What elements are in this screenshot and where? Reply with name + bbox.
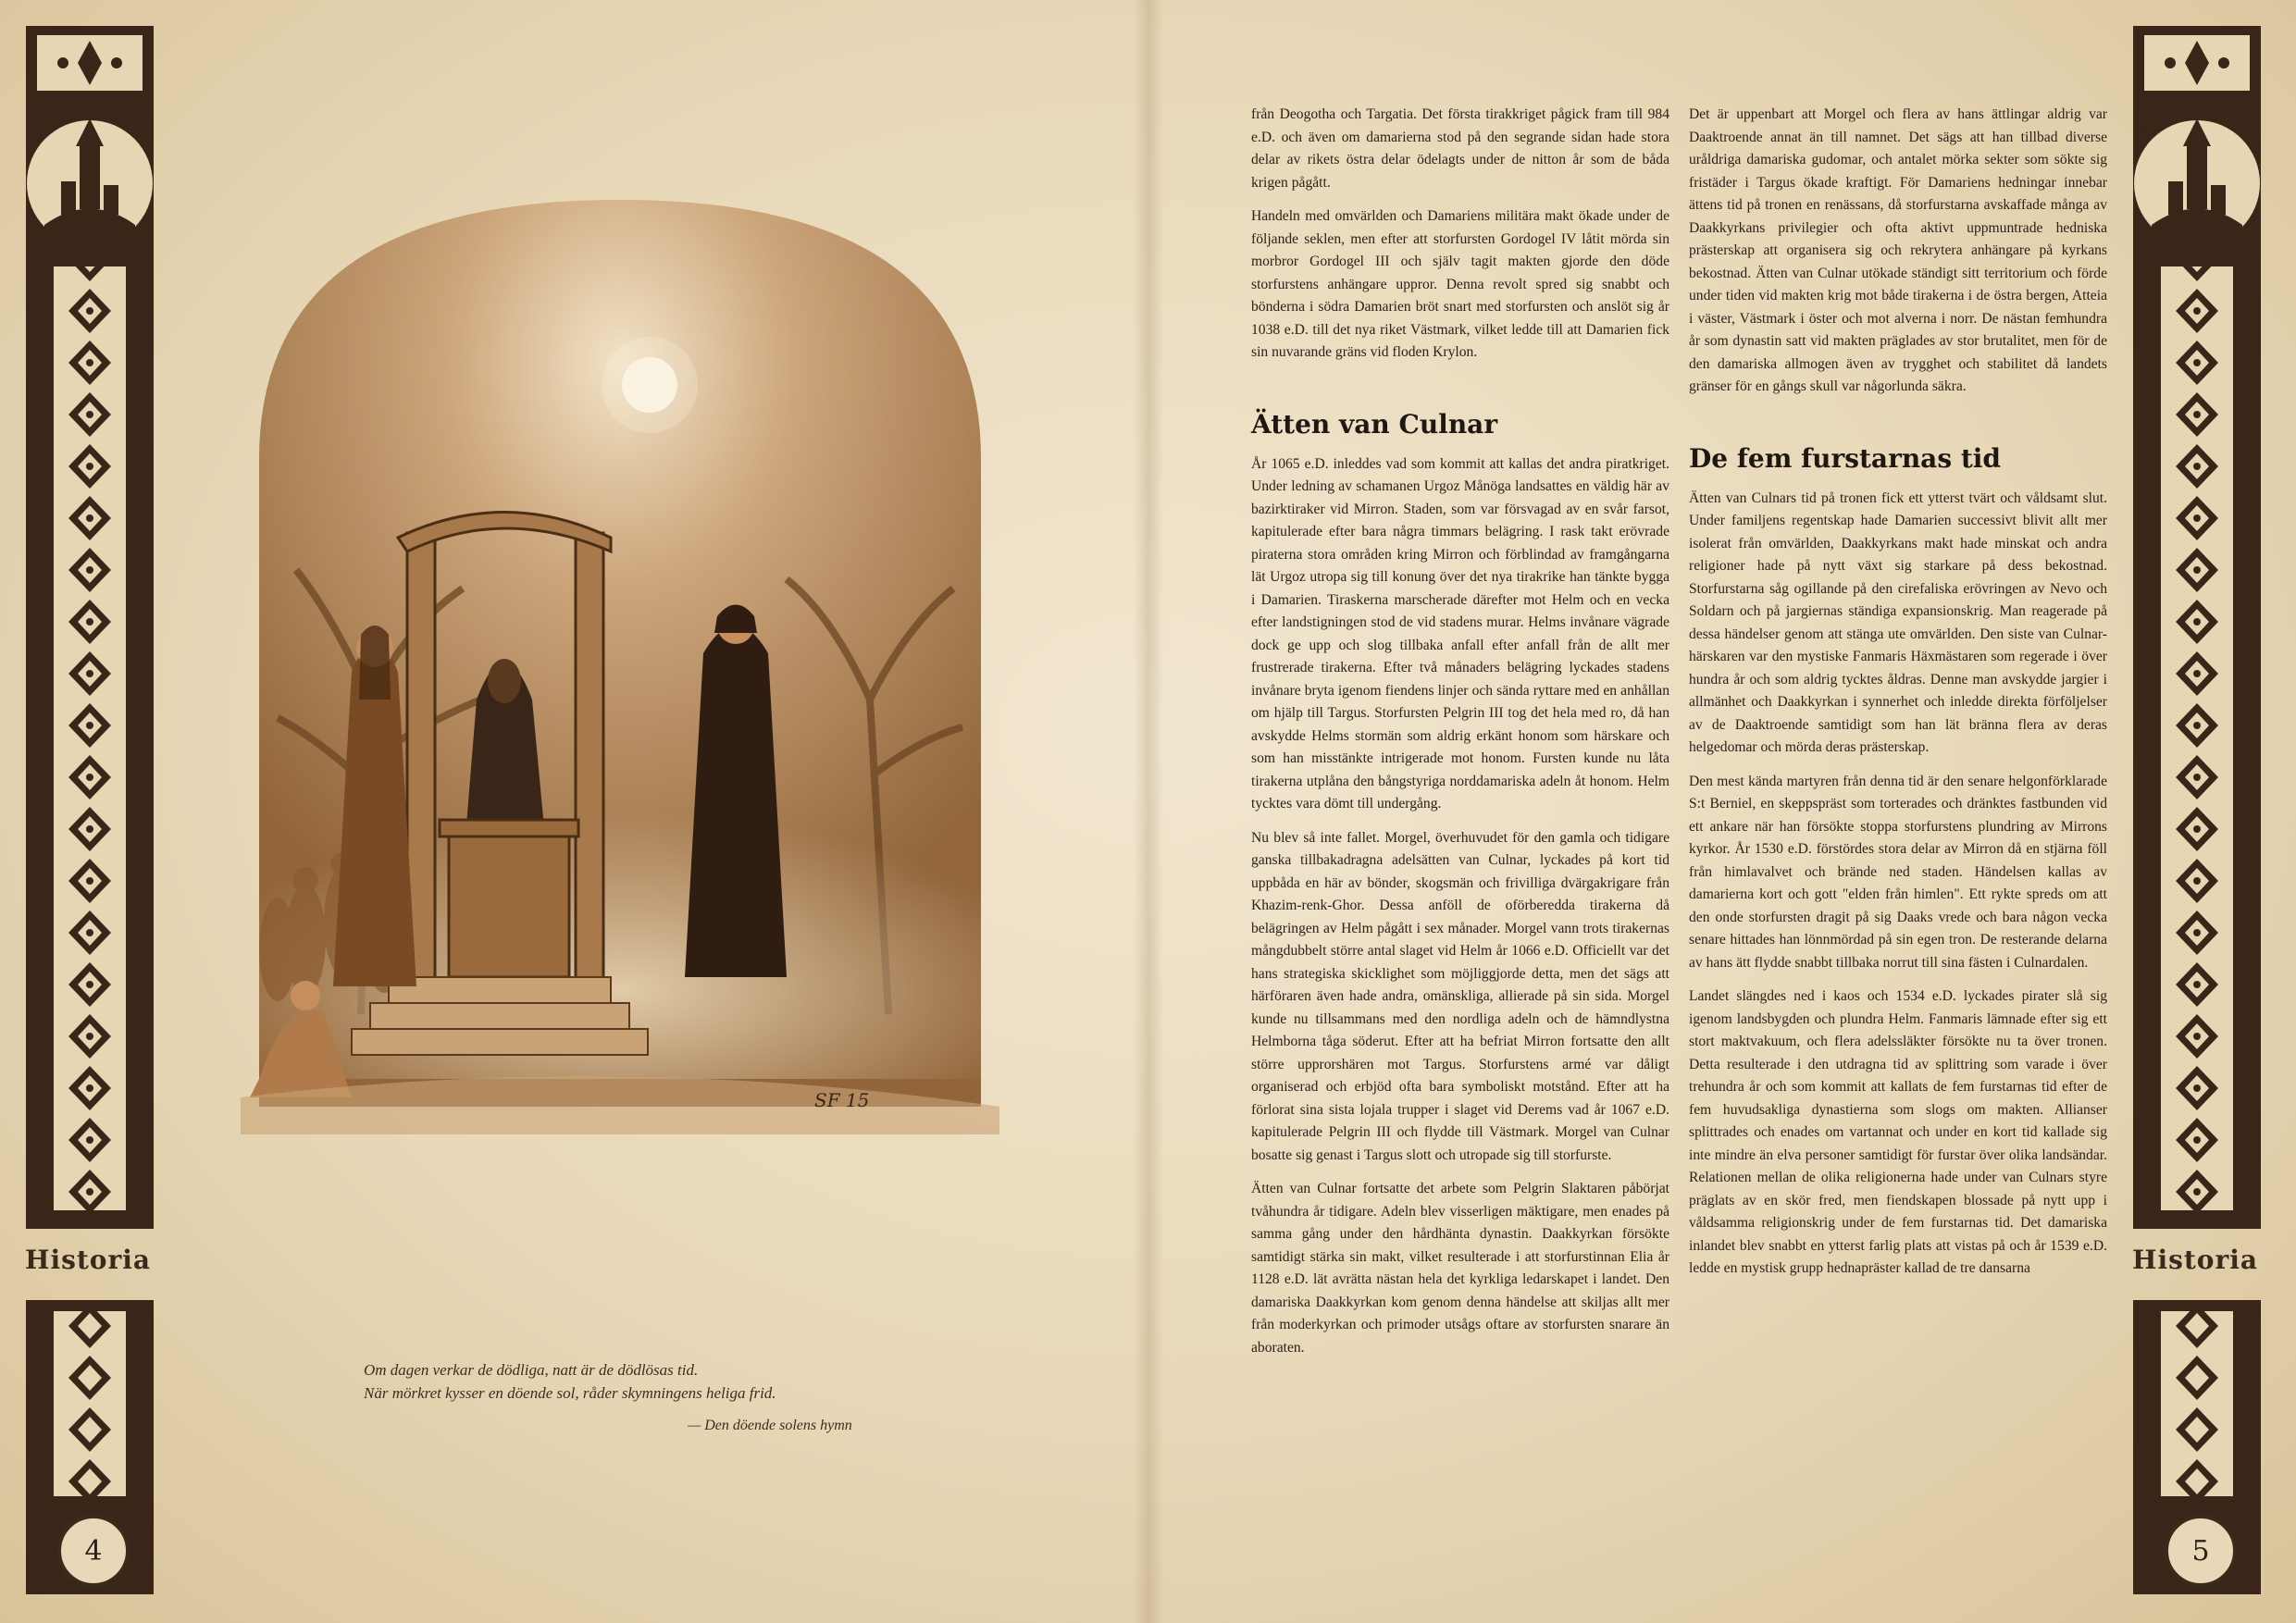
section-heading: De fem furstarnas tid [1689, 442, 2001, 474]
caption-attribution: — Den döende solens hymn [688, 1418, 852, 1433]
right-side-label: Historia [2132, 1245, 2258, 1275]
paragraph: Landet slängdes ned i kaos och 1534 e.D. lyckades pirater slå sig igenom landsbygden och plundra Helm. Fanmaris lämnade efter sig ett stort maktvakuum, och flera adelssläkter försökte nu ta över tronen. Detta resulterade i den utdragna tid av splittring som varade i över trehundra år och som kommit att kallats de fem furstarnas tid efter de fem huvudsakliga dynastierna som slogs om makten. Allianser splittrades och enades om vartannat och under en kort tid kallade sig inte mindre än elva personer samtidigt för furstar över olika landsändar. Relationen mellan de olika religionerna hade under van Culnars styre präglats av en skör fred, men fiendskapen blossade på nytt upp i våldsamma religionskrig under de fem furstarnas tid. Det damariska inlandet blev snabbt en ytterst farlig plats att vistas på och år 1539 e.D. ledde en mystisk grupp hednapräster kallad de tre dansarna [1689, 988, 2107, 1276]
right-decorative-banner [2133, 26, 2261, 1229]
paragraph: År 1065 e.D. inleddes vad som kommit att kallas det andra piratkriget. Under ledning av schamanen Urgoz Månöga landsattes en väldig här av bazirktiraker vid Mirron. Staden, som var försvagad av en svår farsot, kapitulerade efter bara några timmars belägring. I rask takt erövrade piraterna stora områden kring Mirron och förblindad av framgångarna lät Urgoz utropa sig till konung över det nya tirakrike han tänkte bygga i Damarien. Tiraskerna marscherade därefter mot Helm och en vecka efter landstigningen stod de vid stadens murar. Helms invånare vägrade dock ge upp och slog tillbaka anfall efter anfall från de allt mer frustrerade tirakerna. Efter två månaders belägring lyckades stadens invånare bryta igenom fiendens linjer och sända ryttare med en anhållan om hjälp till Targus. Storfursten Pelgrin III tog det hela med ro, då han avskydde Helms stormän som aldrig erkänt honom som härskare och som han misstänkte intrigerade mot honom. Fursten kunde nu låta tirakerna utplåna den bångstyriga norddamariska adeln åt honom. Helm tycktes vara dömt till undergång. [1251, 455, 1669, 812]
left-decorative-banner [26, 26, 154, 1229]
sepia-illustration [222, 181, 1018, 1282]
paragraph: Ätten van Culnar fortsatte det arbete som Pelgrin Slaktaren påbörjat tvåhundra år tidigare. Adeln blev visserligen mäktigare, men enades på samma gång under den hårdhänta dynastin. Daakkyrkan försökte samtidigt stärka sin makt, vilket resulterade i att storfurstinnan Elia år 1128 e.D. lät avrätta nästan hela det kyrkliga ledarskapet i landet. Den damariska Daakkyrkan kom genom denna händelse att skiljas allt mer från moderkyrkan och primoder utsågs oftare av storfursten snarare än aboraten. [1251, 1181, 1669, 1356]
ornament-icon [26, 26, 154, 1229]
caption-line-2: När mörkret kysser en döende sol, råder skymningens heliga frid. [364, 1384, 776, 1402]
page-number: 4 [57, 1515, 130, 1587]
paragraph: Det är uppenbart att Morgel och flera av hans ättlingar aldrig var Daaktroende annat än till namnet. Det sägs att han tillbad diverse uråldriga damariska gudomar, och antalet mörka sekter som sökte sig fristäder i Targus ökade kraftigt. För Damariens hedningar innebar ättens tid på tronen en renässans, då storfurstarna avskaffade många av Daakkyrkans privilegier och ofta aktivt uppmuntrade hedniska prästerskap att organisera sig och rekrytera anhängare på kyrkans bekostnad. Ätten van Culnar utökade ständigt sitt territorium och förde under tiden vid makten krig mot både tirakerna i de östra bergen, Atteia i väster, Västmark i öster och mot alverna i norr. De nästan femhundra år som dynastin satt vid makten präglades av stor brutalitet, men för de den damariska allmogen även av trygghet och stabilitet då landets gränser för en gångs skull var någorlunda säkra. [1689, 106, 2107, 394]
page-number: 5 [2165, 1515, 2237, 1587]
text-column-1 [1251, 104, 1669, 1370]
paragraph: från Deogotha och Targatia. Det första tirakkriget pågick fram till 984 e.D. och även om damarierna stod på den segrande sidan hade stora delar av rikets östra delar ödelagts under de nitton år som de båda krigen pågått. [1251, 106, 1669, 191]
ornament-icon [2133, 26, 2261, 1229]
illustration-caption [364, 1358, 937, 1437]
ritual-scene-illustration [222, 181, 1018, 1282]
paragraph: Nu blev så inte fallet. Morgel, överhuvudet för den gamla och tidigare ganska tillbakadragna adelsätten van Culnar, lyckades på kort tid uppbåda en här av bönder, skogsmän och frivilliga dvärgakrigare från Khazim-renk-Ghor. Dessa anföll de oförberedda tirakerna då belägringen av Helm pågått i sex månader. Morgel vann trots tirakernas mångdubbelt större antal slaget vid Helm år 1066 e.D. Officiellt var det hans strategiska skicklighet som möjliggjorde detta, men det sägs att härföraren även hade andra, omänskliga, allierade på sin sida. Morgel kunde nu tillsammans med den nordliga adeln och de hämndlystna Helmborna tåga söderut. Efter att ha befriat Mirron fortsatte den allt större upprorshären mot Targus. Storfurstens armé var dåligt organiserad och erbjöd ofta bara symboliskt motstånd. Efter att ha förlorat sina sista lojala trupper i slaget vid Derems vad år 1067 e.D. kapitulerade Pelgrin III och flydde till Västmark. Morgel van Culnar bosatte sig genast i Targus slott och utropade sig till storfurste. [1251, 829, 1669, 1163]
caption-line-1: Om dagen verkar de dödliga, natt är de dödlösas tid. [364, 1361, 699, 1379]
paragraph: Ätten van Culnars tid på tronen fick ett ytterst tvärt och våldsamt slut. Under familjens regentskap hade Damarien successivt blivit allt mer isolerat från omvärlden, Daakkyrkans makt hade minskat och andra religioner hade på nytt växt sig starkare på dess bekostnad. Storfurstarna såg ogillande på den cirefaliska erövringen av Nevo och Soldarn och på jargiernas ständiga expansionskrig. Man reagerade på dessa händelser genom att stänga ute omvärlden. Den siste van Culnar-härskaren var den mystiske Fanmaris Häxmästaren som regerade i över hundra år och som aldrig tycktes åldras. Denne man avskydde jargier i allmänhet och Daakkyrkan i synnerhet och inledde direkta förföljelser av de Daaktroende samtidigt som han lät bränna flera av deras helgedomar och mörda deras prästerskap. [1689, 489, 2107, 755]
artist-signature: SF 15 [814, 1089, 870, 1111]
paragraph: Handeln med omvärlden och Damariens militära makt ökade under de följande seklen, men efter att storfursten Gordogel IV låtit mörda sin morbror Gordogel III och själv tagit makten gjorde den döde storfurstens anhängare uppror. Denna revolt spred sig snabbt och bönderna i södra Damarien bröt snart med storfursten och anslöt sig år 1038 e.D. till det nya riket Västmark, vilket ledde till att Damarien fick sin nuvarande gräns vid floden Krylon. [1251, 208, 1669, 360]
left-side-label: Historia [25, 1245, 151, 1275]
page-gutter [1134, 0, 1163, 1623]
paragraph: Den mest kända martyren från denna tid är den senare helgonförklarade S:t Berniel, en skeppspräst som torterades och dränktes fastbunden vid ett ankare när han försökte stoppa storfurstens plundring av Mirrons kyrkor. År 1530 e.D. förstördes stora delar av Mirron då en stjärna föll från himlavalvet och brände ned staden. Händelsen kallas av damarierna kort och gott "elden från himlen". Ett rykte spreds om att den onde storfursten dragit på sig Daaks vrede och bara någon vecka senare hittades han lönnmördad på sin egen tron. De resterande delarna av hans ätt flydde snabbt tillbaka norrut till sina fästen i Culnardalen. [1689, 773, 2107, 971]
text-column-2 [1689, 104, 2107, 1292]
section-heading: Ätten van Culnar [1251, 408, 1498, 440]
